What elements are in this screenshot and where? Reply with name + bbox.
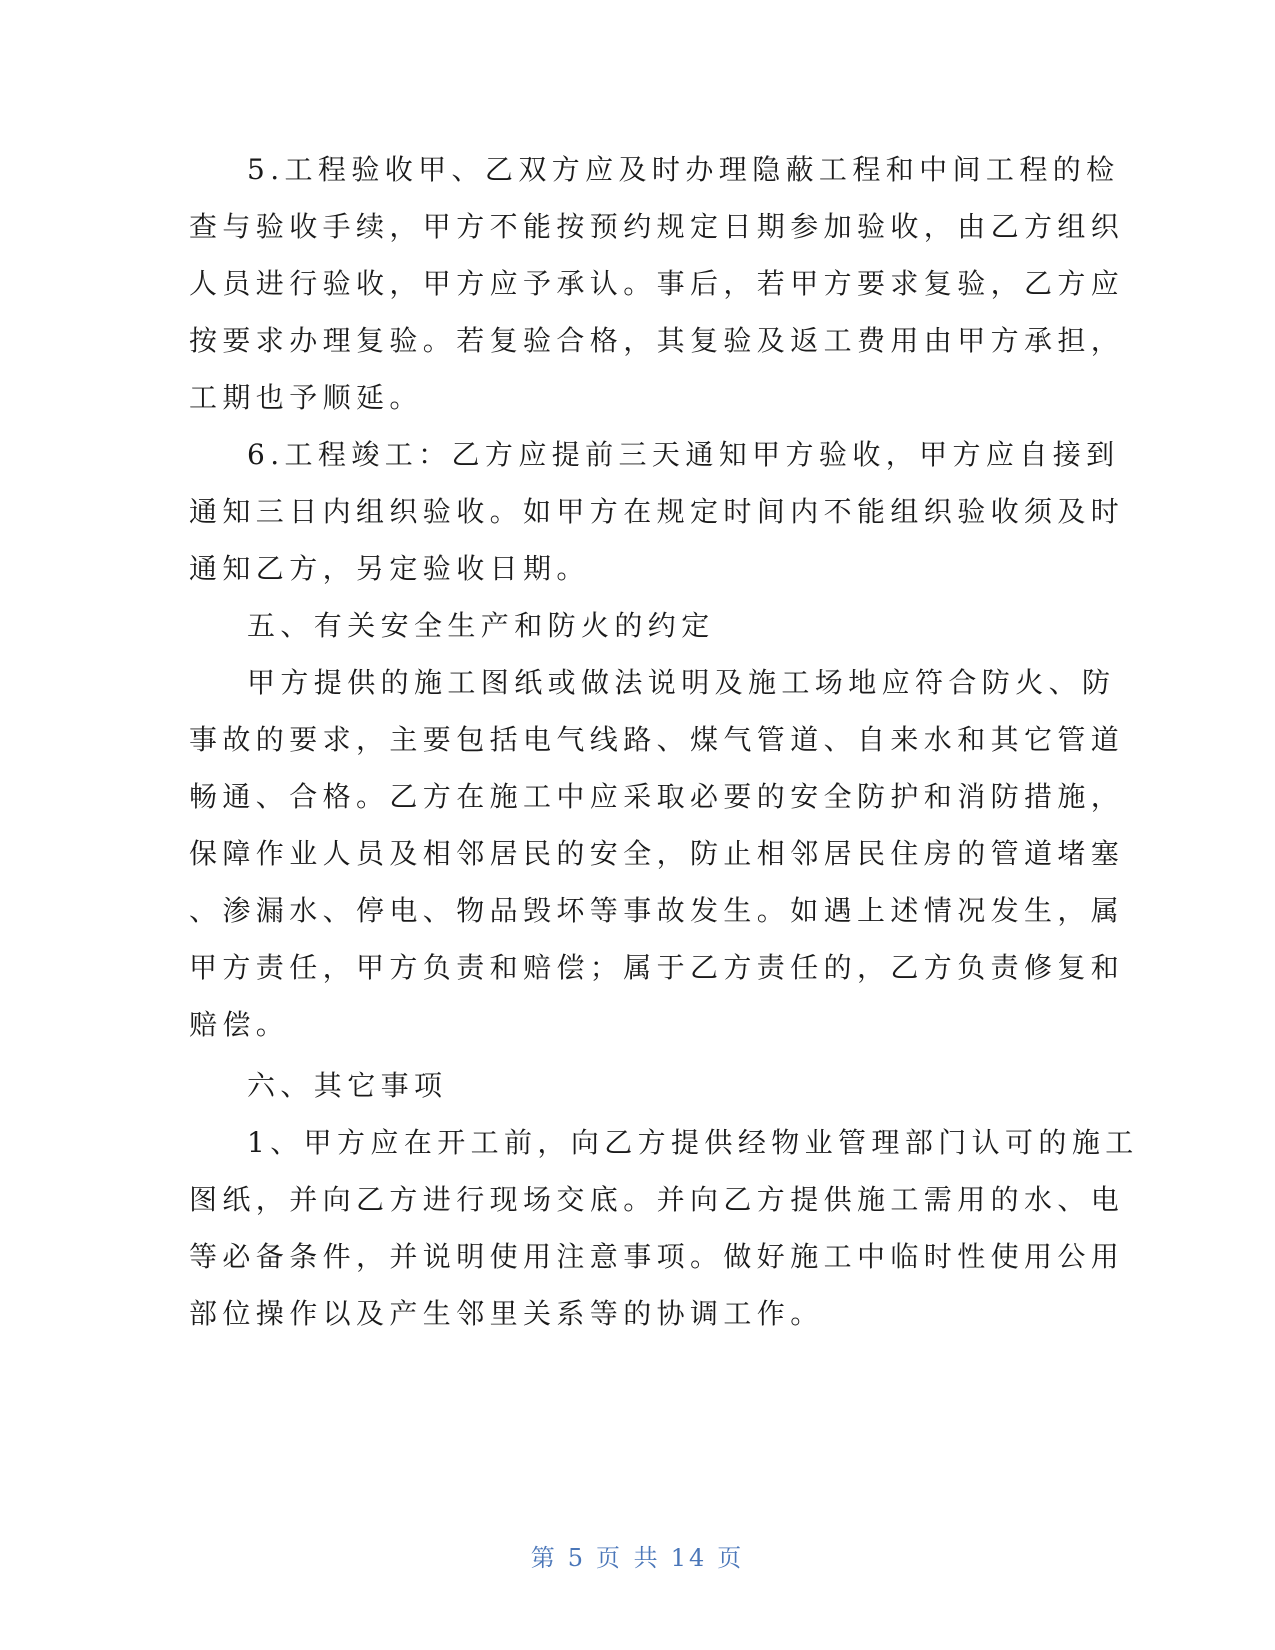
section-heading: 五、有关安全生产和防火的约定 (247, 609, 715, 642)
paragraph-line: 查与验收手续，甲方不能按预约规定日期参加验收，由乙方组织 (189, 210, 1125, 243)
paragraph-line: 1、甲方应在开工前，向乙方提供经物业管理部门认可的施工 (247, 1126, 1139, 1159)
paragraph-line: 按要求办理复验。若复验合格，其复验及返工费用由甲方承担， (189, 324, 1125, 357)
section-heading: 六、其它事项 (247, 1069, 448, 1102)
paragraph-line: 通知三日内组织验收。如甲方在规定时间内不能组织验收须及时 (189, 495, 1125, 528)
page-label-suffix: 页 (717, 1544, 745, 1572)
page-total: 14 (670, 1544, 708, 1572)
paragraph-line: 工期也予顺延。 (189, 381, 423, 414)
paragraph-line: 甲方提供的施工图纸或做法说明及施工场地应符合防火、防 (247, 666, 1116, 699)
paragraph-line: 甲方责任，甲方负责和赔偿；属于乙方责任的，乙方负责修复和 (189, 951, 1125, 984)
paragraph-line: 等必备条件，并说明使用注意事项。做好施工中临时性使用公用 (189, 1240, 1125, 1273)
paragraph-line: 事故的要求，主要包括电气线路、煤气管道、自来水和其它管道 (189, 723, 1125, 756)
page-label-mid: 页 共 (596, 1544, 661, 1572)
paragraph-line: 6.工程竣工：乙方应提前三天通知甲方验收，甲方应自接到 (247, 438, 1120, 471)
paragraph-line: 保障作业人员及相邻居民的安全，防止相邻居民住房的管道堵塞 (189, 837, 1125, 870)
paragraph-line: 、渗漏水、停电、物品毁坏等事故发生。如遇上述情况发生，属 (189, 894, 1125, 927)
paragraph-line: 图纸，并向乙方进行现场交底。并向乙方提供施工需用的水、电 (189, 1183, 1125, 1216)
paragraph-line: 赔偿。 (189, 1008, 290, 1041)
page-label-prefix: 第 (530, 1544, 558, 1572)
paragraph-line: 人员进行验收，甲方应予承认。事后，若甲方要求复验，乙方应 (189, 267, 1125, 300)
paragraph-line: 5.工程验收甲、乙双方应及时办理隐蔽工程和中间工程的检 (247, 153, 1120, 186)
page-footer (0, 1542, 1275, 1574)
page-current: 5 (567, 1544, 587, 1572)
paragraph-line: 通知乙方，另定验收日期。 (189, 552, 590, 585)
paragraph-line: 畅通、合格。乙方在施工中应采取必要的安全防护和消防措施， (189, 780, 1125, 813)
paragraph-line: 部位操作以及产生邻里关系等的协调工作。 (189, 1297, 824, 1330)
